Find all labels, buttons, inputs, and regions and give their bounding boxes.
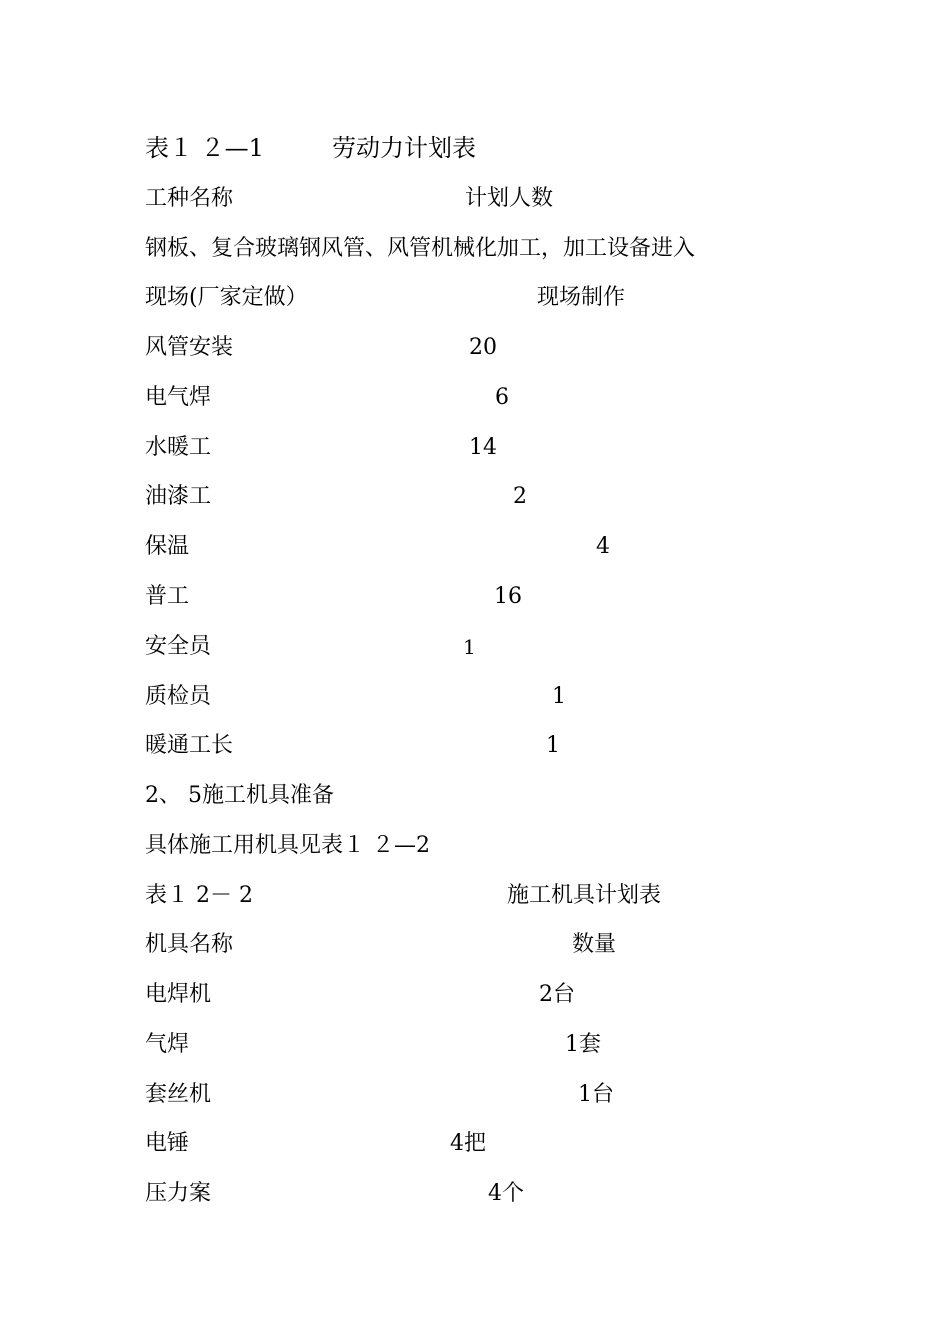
table2-row-name: 气焊 — [145, 1032, 190, 1057]
table2-row-name: 电焊机 — [145, 982, 212, 1007]
section-heading: 2、 5施工机具准备 — [145, 783, 334, 808]
table1-row-name: 普工 — [145, 584, 190, 609]
table2-row-count: 1套 — [565, 1032, 601, 1057]
table1-row-name: 水暖工 — [145, 435, 212, 460]
table2-title: 施工机具计划表 — [507, 883, 662, 908]
table1-row-count: 14 — [469, 435, 497, 460]
table1-title: 劳动力计划表 — [332, 134, 476, 162]
table1-row-count: 2 — [513, 484, 527, 509]
table1-row-name: 风管安装 — [145, 335, 234, 360]
table2-header-count: 数量 — [572, 932, 617, 957]
table2-row-count: 4把 — [450, 1131, 486, 1156]
table1-row-name: 油漆工 — [145, 484, 212, 509]
table1-row-name: 暖通工长 — [145, 733, 234, 758]
table1-row-name: 质检员 — [145, 684, 212, 709]
table1-title-number: 表１ ２—1 — [145, 134, 264, 162]
table1-row-name: 安全员 — [145, 634, 212, 659]
table1-header-count: 计划人数 — [465, 186, 554, 211]
table1-row-count: 4 — [596, 534, 610, 559]
table1-row-name: 电气焊 — [145, 385, 212, 410]
table1-row-count: 20 — [469, 335, 497, 360]
table1-intro-line2-right: 现场制作 — [537, 285, 626, 310]
table2-row-name: 压力案 — [145, 1181, 212, 1206]
table2-title-number: 表１ 2－ 2 — [145, 883, 253, 908]
table2-row-count: 2台 — [539, 982, 575, 1007]
table2-row-name: 套丝机 — [145, 1082, 212, 1107]
table1-row-count: 6 — [495, 385, 509, 410]
section-text: 具体施工用机具见表１ ２—2 — [145, 833, 430, 858]
table2-row-count: 1台 — [578, 1082, 614, 1107]
table1-intro-line1: 钢板、复合玻璃钢风管、风管机械化加工，加工设备进入 — [145, 236, 696, 261]
table2-row-name: 电锤 — [145, 1131, 190, 1156]
table2-row-count: 4个 — [488, 1181, 524, 1206]
table1-intro-line2-left: 现场(厂家定做） — [145, 285, 308, 310]
table2-header-name: 机具名称 — [145, 932, 234, 957]
table1-row-count: 1 — [546, 733, 560, 758]
table1-row-count: 1 — [463, 635, 476, 659]
table1-header-name: 工种名称 — [145, 186, 234, 211]
table1-row-count: 1 — [552, 684, 566, 709]
table1-row-count: 16 — [494, 584, 522, 609]
table1-row-name: 保温 — [145, 534, 190, 559]
